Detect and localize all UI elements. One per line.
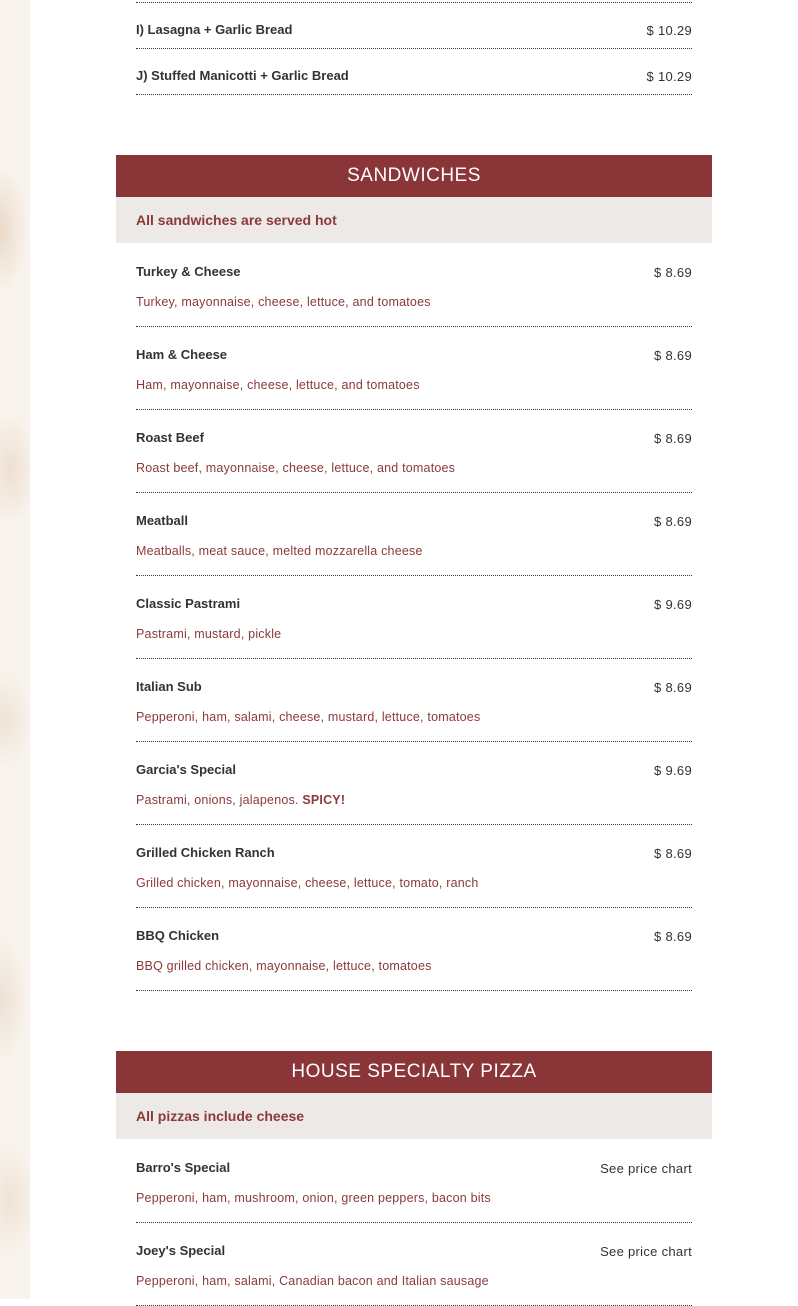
list-item bbox=[136, 3, 692, 49]
list-item bbox=[136, 1223, 692, 1306]
item-name: Turkey & Cheese bbox=[136, 264, 241, 279]
item-name: I) Lasagna + Garlic Bread bbox=[136, 22, 293, 37]
item-price: $ 9.69 bbox=[654, 597, 692, 612]
section-note-text: All sandwiches are served hot bbox=[136, 212, 337, 228]
section-header-sandwiches: SANDWICHES bbox=[116, 155, 712, 197]
item-description: Pepperoni, ham, salami, Canadian bacon and Italian sausage bbox=[136, 1274, 489, 1288]
item-description: Pastrami, mustard, pickle bbox=[136, 627, 282, 641]
item-price: See price chart bbox=[600, 1161, 692, 1176]
section-note bbox=[116, 1093, 712, 1139]
item-price: $ 8.69 bbox=[654, 514, 692, 529]
item-price: $ 9.69 bbox=[654, 763, 692, 778]
item-price: $ 8.69 bbox=[654, 929, 692, 944]
list-item bbox=[136, 49, 692, 95]
item-price: $ 8.69 bbox=[654, 265, 692, 280]
item-price: $ 8.69 bbox=[654, 431, 692, 446]
list-item bbox=[136, 1140, 692, 1223]
list-item bbox=[136, 742, 692, 825]
list-item bbox=[136, 327, 692, 410]
item-price: $ 10.29 bbox=[646, 23, 692, 38]
item-name: Classic Pastrami bbox=[136, 596, 241, 611]
list-item bbox=[136, 493, 692, 576]
section-note-text: All pizzas include cheese bbox=[136, 1108, 305, 1124]
item-name: Meatball bbox=[136, 513, 189, 528]
list-item bbox=[136, 410, 692, 493]
section-header-pizza: HOUSE SPECIALTY PIZZA bbox=[116, 1051, 712, 1093]
list-item bbox=[136, 576, 692, 659]
item-name: Ham & Cheese bbox=[136, 347, 228, 362]
item-price: $ 8.69 bbox=[654, 846, 692, 861]
item-name: BBQ Chicken bbox=[136, 928, 220, 943]
item-description: Pepperoni, ham, mushroom, onion, green peppers, bacon bits bbox=[136, 1191, 491, 1205]
spicy-badge: SPICY! bbox=[302, 793, 346, 807]
item-description: Roast beef, mayonnaise, cheese, lettuce, and tomatoes bbox=[136, 461, 456, 475]
item-description: Grilled chicken, mayonnaise, cheese, lettuce, tomato, ranch bbox=[136, 876, 479, 890]
background-image bbox=[0, 0, 30, 1299]
item-price: $ 8.69 bbox=[654, 680, 692, 695]
item-name: Italian Sub bbox=[136, 679, 202, 694]
list-item bbox=[136, 908, 692, 991]
item-description: Turkey, mayonnaise, cheese, lettuce, and tomatoes bbox=[136, 295, 431, 309]
item-price: See price chart bbox=[600, 1244, 692, 1259]
item-name: J) Stuffed Manicotti + Garlic Bread bbox=[136, 68, 349, 83]
item-name: Grilled Chicken Ranch bbox=[136, 845, 275, 860]
item-name: Barro's Special bbox=[136, 1160, 231, 1175]
item-description: Meatballs, meat sauce, melted mozzarella cheese bbox=[136, 544, 423, 558]
item-price: $ 10.29 bbox=[646, 69, 692, 84]
list-item bbox=[136, 659, 692, 742]
item-description-text: Pastrami, onions, jalapenos. bbox=[136, 793, 299, 807]
item-name: Joey's Special bbox=[136, 1243, 226, 1258]
item-description bbox=[136, 793, 345, 807]
item-description: Pepperoni, ham, salami, cheese, mustard, lettuce, tomatoes bbox=[136, 710, 481, 724]
item-name: Roast Beef bbox=[136, 430, 204, 445]
item-price: $ 8.69 bbox=[654, 348, 692, 363]
item-description: BBQ grilled chicken, mayonnaise, lettuce, tomatoes bbox=[136, 959, 432, 973]
item-description: Ham, mayonnaise, cheese, lettuce, and tomatoes bbox=[136, 378, 420, 392]
list-item bbox=[136, 244, 692, 327]
item-name: Garcia's Special bbox=[136, 762, 236, 777]
list-item bbox=[136, 825, 692, 908]
section-note bbox=[116, 197, 712, 243]
